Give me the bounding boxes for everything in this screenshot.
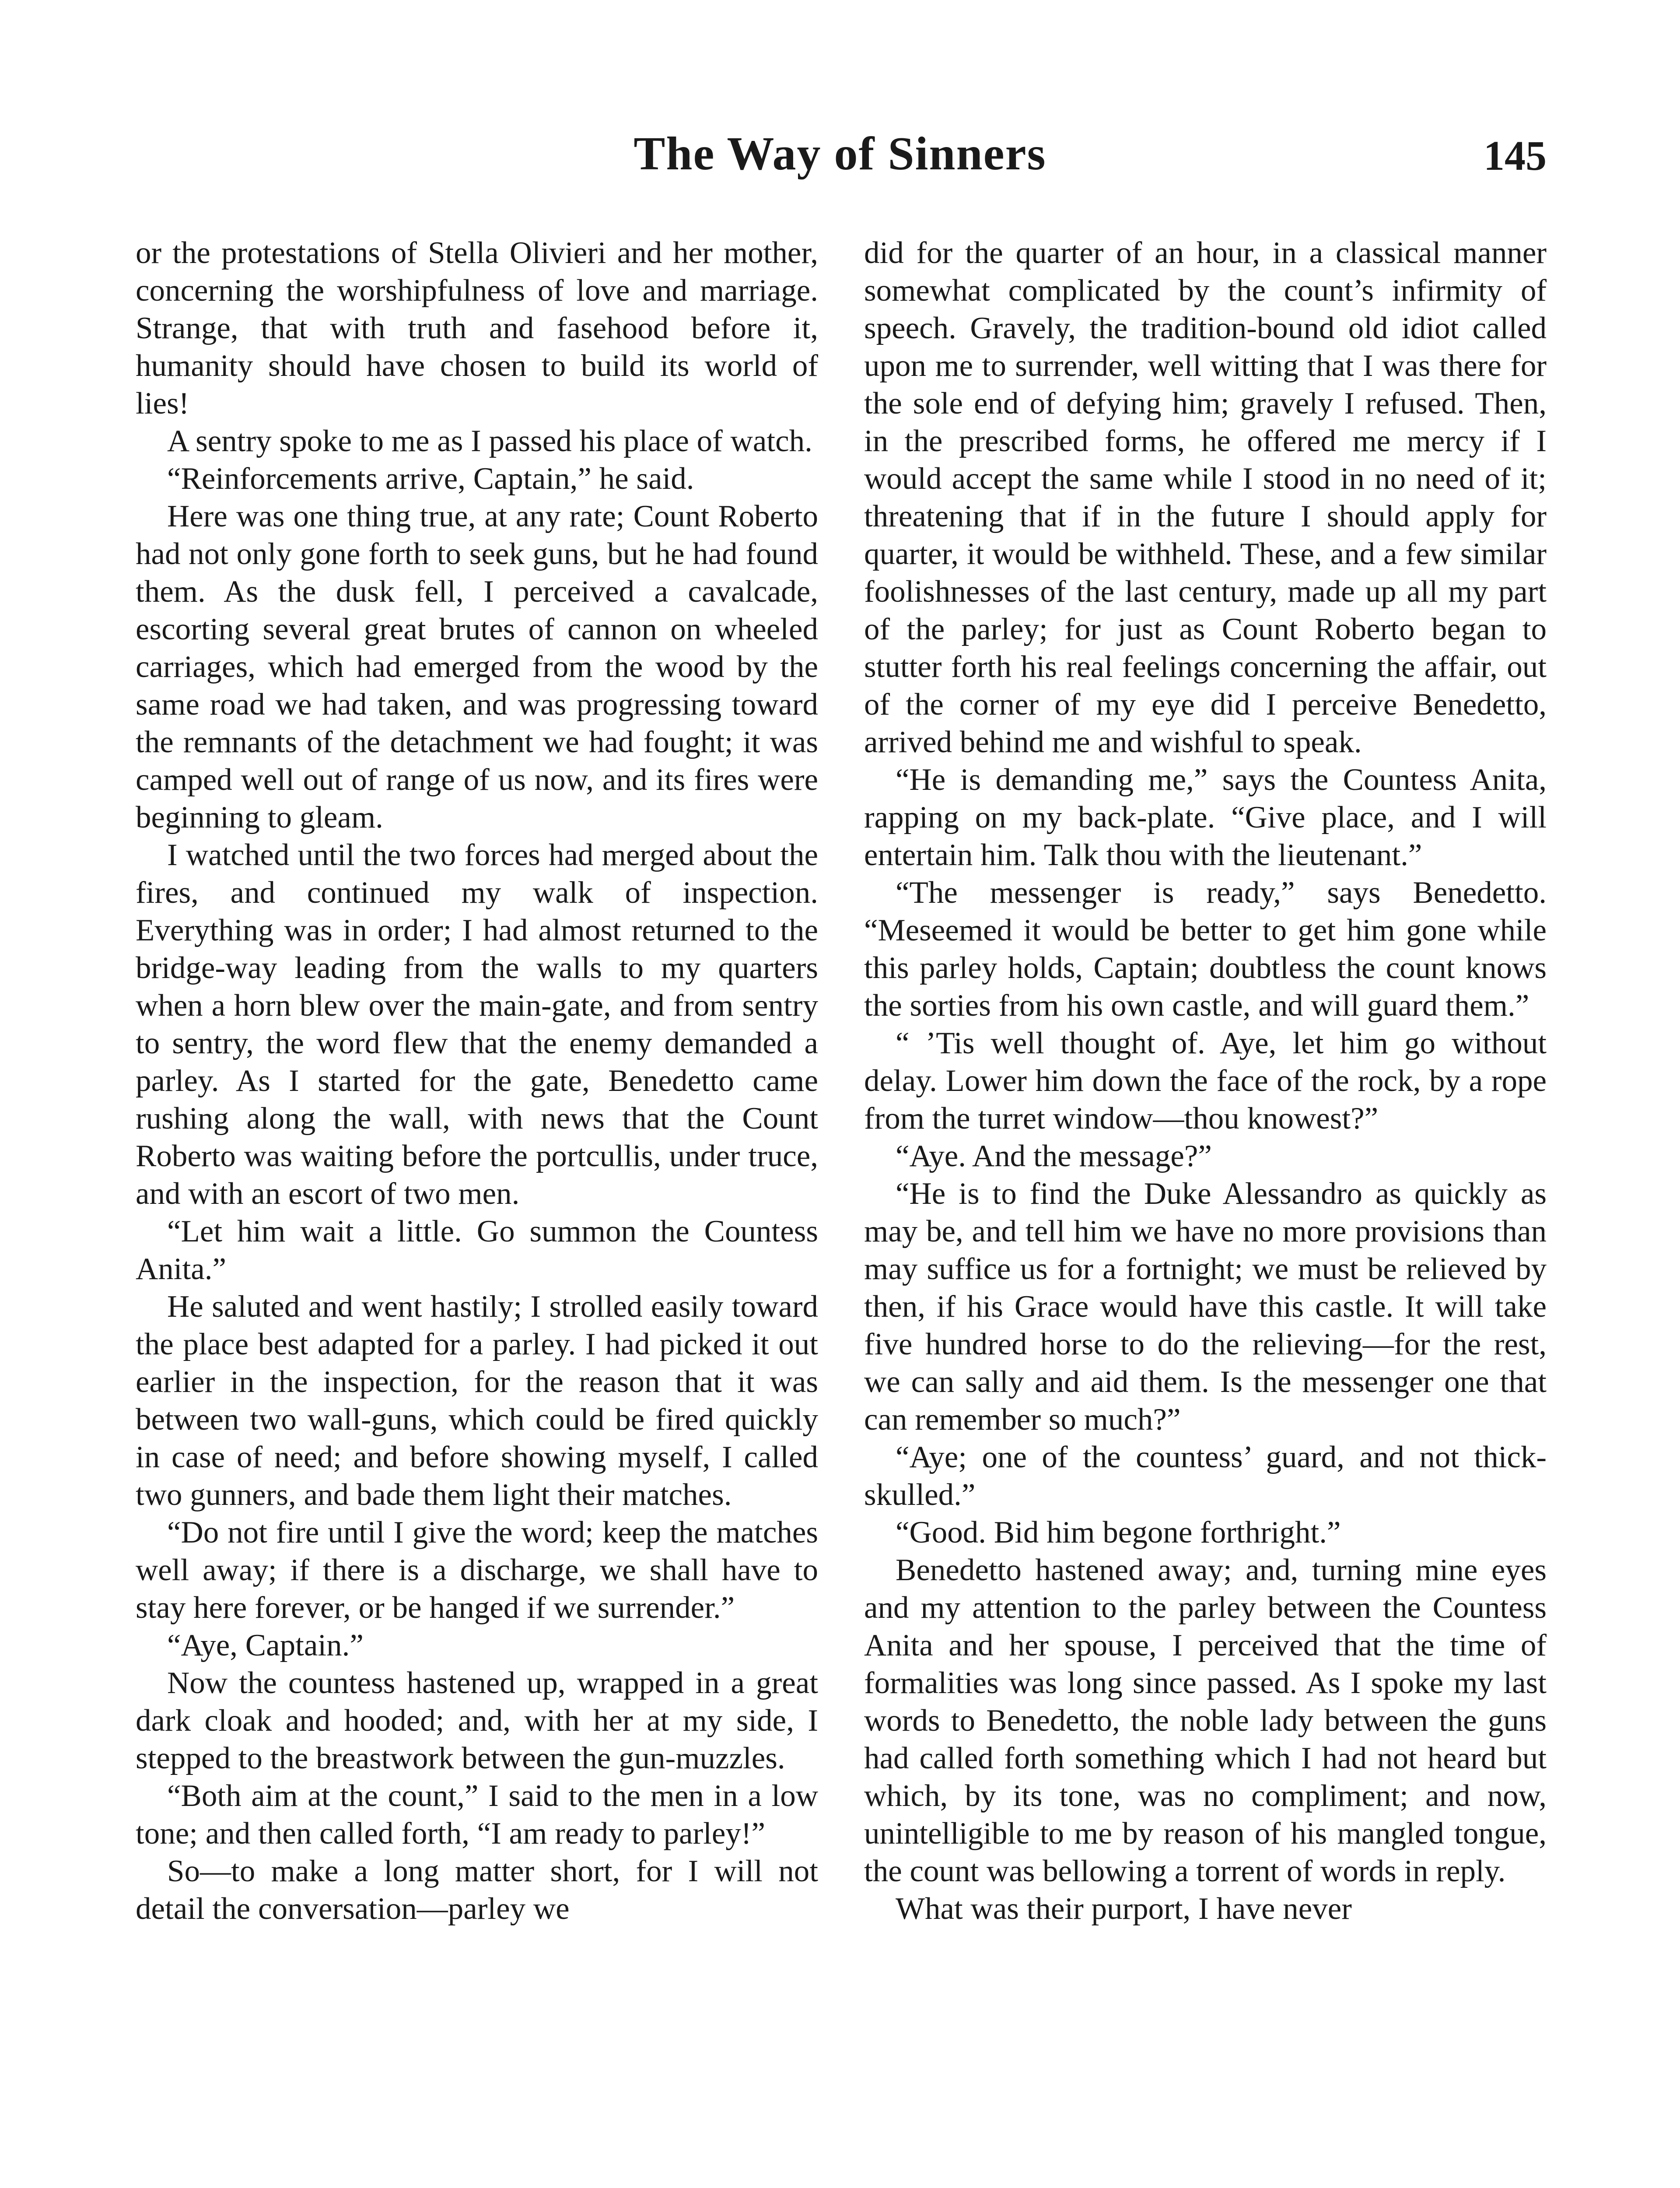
paragraph: “He is to find the Duke Alessandro as quickly as may be, and tell him we have no more provisions than may suffice us for a fortnight; we must be relieved by then, if his Grace would have this castle. It will take five hundred horse to do the relieving—for the rest, we can sally and aid them. Is the messenger one that can remember so much?” [864,1177,1547,1437]
paragraph: “Let him wait a little. Go summon the Countess Anita.” [136,1214,818,1286]
paragraph: Now the countess hastened up, wrapped in a great dark cloak and hooded; and, with her at my side, I stepped to the breastwork between the gun-muzzles. [136,1666,818,1775]
paragraph: He saluted and went hastily; I strolled easily toward the place best adapted for a parley. I had picked it out earlier in the inspection, for the reason that it was between two wall-guns, which could be fired quickly in case of need; and before showing myself, I called two gunners, and bade them light their matches. [136,1290,818,1512]
paragraph: “Aye. And the message?” [896,1139,1212,1173]
paragraph: “The messenger is ready,” says Benedetto. “Meseemed it would be better to get him gone while this parley holds, Captain; doubtless the count knows the sorties from his own castle, and will guard them.” [864,876,1547,1023]
page-header [0,127,1680,214]
paragraph: Benedetto hastened away; and, turning mine eyes and my attention to the parley between the Countess Anita and her spouse, I perceived that the time of formalities was long since passed. As I spoke my last words to Benedetto, the noble lady between the guns had called forth something which I had not heard but which, by its tone, was no compliment; and now, unintelligible to me by reason of his mangled tongue, the count was bellowing a torrent of words in reply. [864,1553,1547,1888]
paragraph: “Aye, Captain.” [167,1628,364,1662]
left-text-column [136,234,818,2188]
paragraph: or the protestations of Stella Olivieri and her mother, concerning the worshipfulness of love and marriage. Strange, that with truth and fasehood before it, humanity should have chosen to build its world of lies! [136,236,818,421]
paragraph: “Both aim at the count,” I said to the men in a low tone; and then called forth, “I am ready to parley!” [136,1779,818,1851]
paragraph: “He is demanding me,” says the Countess Anita, rapping on my back-plate. “Give place, and I will entertain him. Talk thou with the lieutenant.” [864,763,1547,872]
paragraph: “Reinforcements arrive, Captain,” he said. [167,462,694,496]
paragraph: Here was one thing true, at any rate; Count Roberto had not only gone forth to seek guns, but he had found them. As the dusk fell, I perceived a cavalcade, escorting several great brutes of cannon on wheeled carriages, which had emerged from the wood by the same road we had taken, and was progressing toward the remnants of the detachment we had fought; it was camped well out of range of us now, and its fires were beginning to gleam. [136,499,818,835]
paragraph: “Good. Bid him begone forthright.” [896,1515,1341,1550]
paragraph: “Do not fire until I give the word; keep the matches well away; if there is a discharge, we shall have to stay here forever, or be hanged if we surrender.” [136,1515,818,1625]
paragraph: What was their purport, I have never [896,1892,1352,1926]
paragraph: A sentry spoke to me as I passed his place of watch. [167,424,812,458]
page-number: 145 [1484,132,1547,179]
right-text-column [864,234,1547,2188]
paragraph: I watched until the two forces had merged about the fires, and continued my walk of inspection. Everything was in order; I had almost returned to the bridge-way leading from the walls to my quarters when a horn blew over the main-gate, and from sentry to sentry, the word flew that the enemy demanded a parley. As I started for the gate, Benedetto came rushing along the wall, with news that the Count Roberto was waiting before the portcullis, under truce, and with an escort of two men. [136,838,818,1211]
paragraph: did for the quarter of an hour, in a classical manner somewhat complicated by the count’s infirmity of speech. Gravely, the tradition-bound old idiot called upon me to surrender, well witting that I was there for the sole end of defying him; gravely I refused. Then, in the prescribed forms, he offered me mercy if I would accept the same while I stood in no need of it; threatening that if in the future I should apply for quarter, it would be withheld. These, and a few similar foolishnesses of the last century, made up all my part of the parley; for just as Count Roberto began to stutter forth his real feelings concerning the affair, out of the corner of my eye did I perceive Benedetto, arrived behind me and wishful to speak. [864,236,1547,759]
paragraph: So—to make a long matter short, for I will not detail the conversation—parley we [136,1854,818,1926]
running-title: The Way of Sinners [634,128,1046,180]
paragraph: “ ’Tis well thought of. Aye, let him go without delay. Lower him down the face of the rock, by a rope from the turret window—thou knowest?” [864,1026,1547,1136]
paragraph: “Aye; one of the countess’ guard, and not thick-skulled.” [864,1440,1547,1512]
